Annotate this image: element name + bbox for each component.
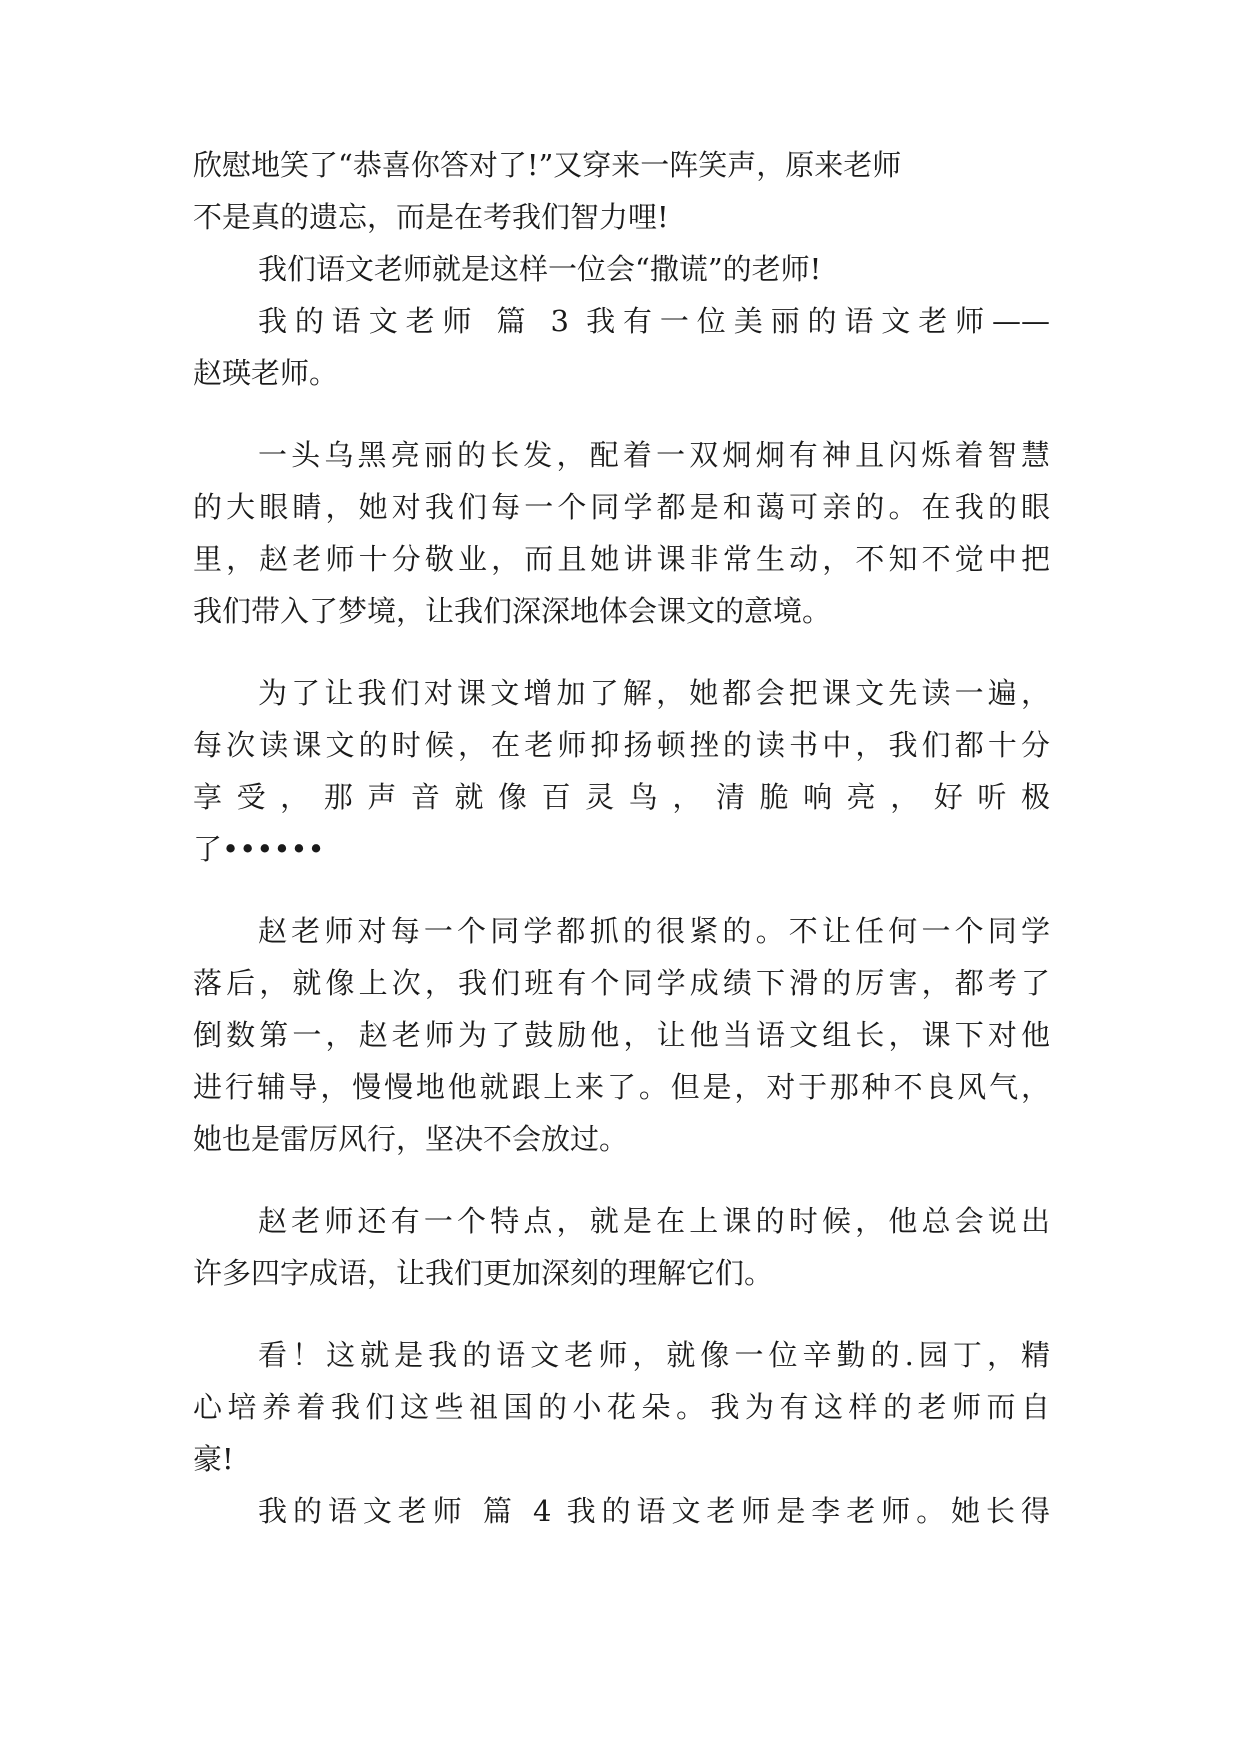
heading-line: 我的语文老师 篇 4 我的语文老师是李老师。她长得 [258, 1494, 1050, 1528]
text-line: 她也是雷厉风行，坚决不会放过。 [193, 1122, 629, 1156]
text-line: 赵老师还有一个特点，就是在上课的时候，他总会说出 [258, 1204, 1050, 1238]
text-line: 豪! [193, 1442, 234, 1476]
text-line: 心培养着我们这些祖国的小花朵。我为有这样的老师而自 [193, 1390, 1050, 1424]
text-line: 赵瑛老师。 [193, 356, 339, 390]
text-line: 倒数第一，赵老师为了鼓励他，让他当语文组长，课下对他 [193, 1018, 1050, 1052]
text-line: 我们带入了梦境，让我们深深地体会课文的意境。 [193, 594, 832, 628]
text-line: 享受，那声音就像百灵鸟，清脆响亮，好听极 [193, 780, 1050, 814]
heading-line: 我的语文老师 篇 3 我有一位美丽的语文老师—— [258, 304, 1050, 338]
text-line: 我们语文老师就是这样一位会“撒谎”的老师! [258, 252, 822, 286]
text-line: 一头乌黑亮丽的长发，配着一双炯炯有神且闪烁着智慧 [258, 438, 1050, 472]
text-line: 赵老师对每一个同学都抓的很紧的。不让任何一个同学 [258, 914, 1050, 948]
text-line: 的大眼睛，她对我们每一个同学都是和蔼可亲的。在我的眼 [193, 490, 1050, 524]
text-line: 进行辅导，慢慢地他就跟上来了。但是，对于那种不良风气， [193, 1070, 1050, 1104]
text-line: 为了让我们对课文增加了解，她都会把课文先读一遍， [258, 676, 1050, 710]
text-line: 欣慰地笑了“恭喜你答对了!”又穿来一阵笑声，原来老师 [193, 148, 902, 182]
text-line: 了•••••• [193, 832, 325, 866]
text-line: 许多四字成语，让我们更加深刻的理解它们。 [193, 1256, 774, 1290]
text-line: 不是真的遗忘，而是在考我们智力哩! [193, 200, 669, 234]
text-line: 每次读课文的时候，在老师抑扬顿挫的读书中，我们都十分 [193, 728, 1050, 762]
text-line: 里，赵老师十分敬业，而且她讲课非常生动，不知不觉中把 [193, 542, 1050, 576]
text-line: 落后，就像上次，我们班有个同学成绩下滑的厉害，都考了 [193, 966, 1050, 1000]
text-line: 看！这就是我的语文老师，就像一位辛勤的.园丁，精 [258, 1338, 1050, 1372]
